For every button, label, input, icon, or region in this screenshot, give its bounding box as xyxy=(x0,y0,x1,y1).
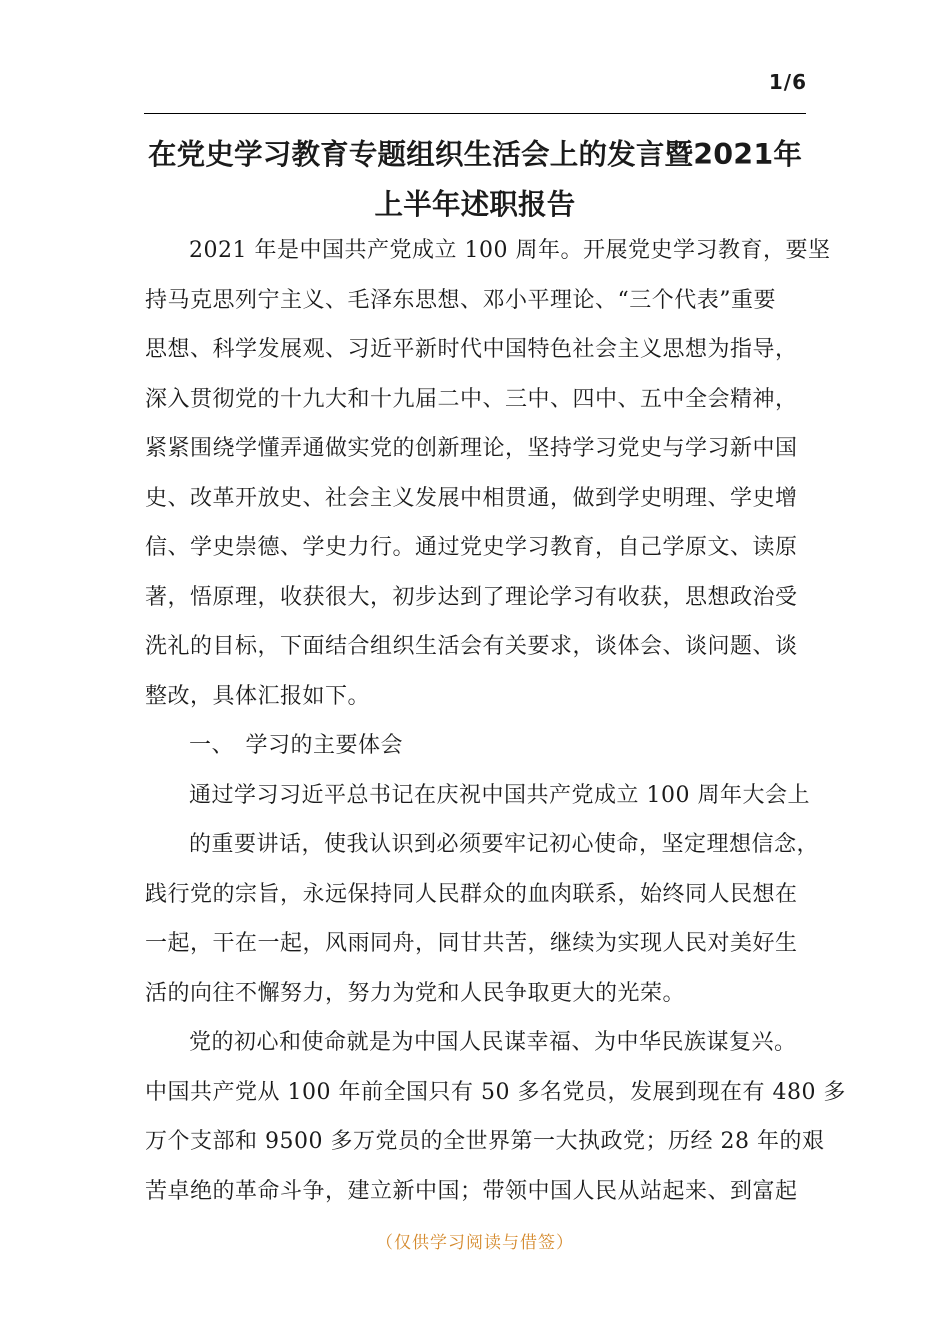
document-body xyxy=(145,226,846,1216)
body-line: 一起，干在一起，风雨同舟，同甘共苦，继续为实现人民对美好生 xyxy=(145,931,798,956)
body-line: 通过学习习近平总书记在庆祝中国共产党成立 100 周年大会上 xyxy=(189,782,810,808)
body-line: 深入贯彻党的十九大和十九届二中、三中、四中、五中全会精神， xyxy=(145,386,798,412)
body-line: 史、改革开放史、社会主义发展中相贯通，做到学史明理、学史增 xyxy=(145,485,798,511)
body-line: 持马克思列宁主义、毛泽东思想、邓小平理论、“三个代表”重要 xyxy=(145,287,776,313)
body-line: 整改，具体汇报如下。 xyxy=(145,683,371,709)
body-line: 活的向往不懈努力，努力为党和人民争取更大的光荣。 xyxy=(145,980,686,1006)
body-line: 2021 年是中国共产党成立 100 周年。开展党史学习教育，要坚 xyxy=(189,238,831,263)
header-divider xyxy=(144,113,806,114)
document-title xyxy=(140,130,810,230)
body-line: 万个支部和 9500 多万党员的全世界第一大执政党；历经 28 年的艰 xyxy=(145,1129,825,1154)
body-line: 一、 学习的主要体会 xyxy=(189,733,404,758)
body-line: 中国共产党从 100 年前全国只有 50 多名党员，发展到现在有 480 多 xyxy=(145,1079,846,1105)
body-line: 紧紧围绕学懂弄通做实党的创新理论，坚持学习党史与学习新中国 xyxy=(145,436,798,461)
body-line: 践行党的宗旨，永远保持同人民群众的血肉联系，始终同人民想在 xyxy=(145,881,798,907)
body-line: 信、学史崇德、学史力行。通过党史学习教育，自己学原文、读原 xyxy=(145,535,798,560)
body-line: 著，悟原理，收获很大，初步达到了理论学习有收获，思想政治受 xyxy=(145,584,798,610)
page-number: 1/6 xyxy=(768,70,807,94)
footer-note: （仅供学习阅读与借签） xyxy=(376,1233,574,1253)
body-line: 苦卓绝的革命斗争，建立新中国；带领中国人民从站起来、到富起 xyxy=(145,1178,798,1204)
body-line: 党的初心和使命就是为中国人民谋幸福、为中华民族谋复兴。 xyxy=(189,1030,797,1055)
body-line: 洗礼的目标，下面结合组织生活会有关要求，谈体会、谈问题、谈 xyxy=(145,634,798,659)
body-line: 思想、科学发展观、习近平新时代中国特色社会主义思想为指导， xyxy=(145,337,798,362)
title-line-1: 在党史学习教育专题组织生活会上的发言暨2021年 xyxy=(147,138,803,171)
body-line: 的重要讲话，使我认识到必须要牢记初心使命，坚定理想信念， xyxy=(189,832,820,857)
title-line-2: 上半年述职报告 xyxy=(374,188,576,221)
